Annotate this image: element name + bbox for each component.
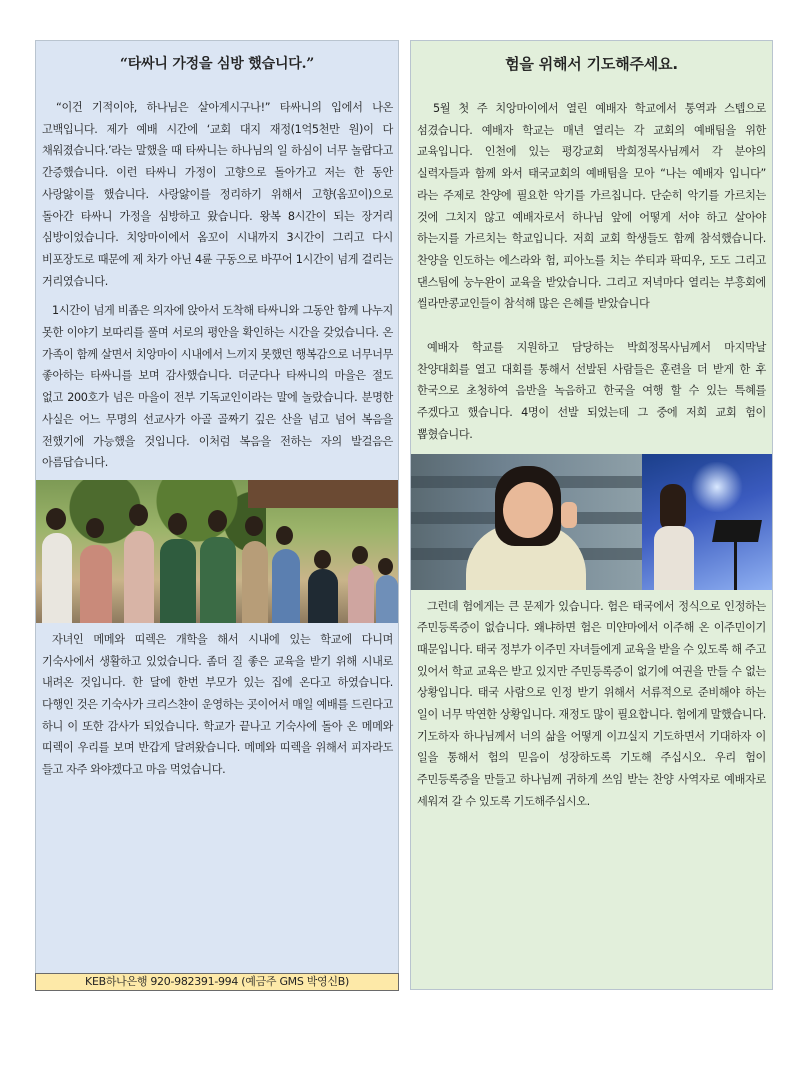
music-stand-pole — [734, 540, 737, 590]
girl-face — [503, 482, 553, 538]
bank-account-info: KEB하나은행 920-982391-994 (예금주 GMS 박영신B) — [35, 973, 399, 991]
person-figure — [376, 575, 398, 623]
peace-hand — [561, 502, 577, 528]
right-paragraph-1: 5월 첫 주 치앙마이에서 열린 예배자 학교에서 통역과 스텝으로 섬겼습니다. 예배자 학교는 매년 열리는 각 교회의 예배팀을 위한 교육입니다. 인천에 있는 평강교회 박희정목사님께서 각 분야의 실력자들과 함께 와서 태국교회의 예배팀을 모아 “나는 예배자 입니다” 라는 주제로 찬양에 필요한 악기를 가르칩니다. 단순히 악기를 가르치는 것에 그치지 않고 예배자로서 하나님 앞에 어떻게 서야 하고 살아야 하는지를 가르치는 학교입니다. 저희 교회 학생들도 함께 참석했습니다. 찬양을 인도하는 에스라와 험, 피아노를 치는 쑤티과 팍띠우, 도도 그리고 댄스팀에 눙누완이 교육을 받았습니다. 그리고 저녁마다 열리는 부흥회에 씰라만콩교인들이 참석해 많은 은혜를 받았습니다 — [417, 102, 766, 311]
person-head — [245, 516, 263, 536]
family-photo-row — [36, 480, 398, 623]
person-figure — [200, 537, 236, 623]
person-figure — [242, 541, 268, 623]
right-paragraph-2: 예배자 학교를 지원하고 담당하는 박희정목사님께서 마지막날 찬양대회를 열고 대회를 통해서 선발된 사람들은 훈련을 더 받게 한 후 한국으로 초청하여 음반을 녹음하고 한국을 여행 할 수 있는 특혜를 주겠다고 했습니다. 4명이 선발 되었는데 그 중에 저희 교회 험이 뽑혔습니다. — [417, 341, 766, 441]
right-article-title: 험을 위해서 기도해주세요. — [505, 55, 678, 73]
person-figure — [124, 531, 154, 623]
pavilion-roof — [248, 480, 398, 508]
person-figure — [348, 565, 374, 623]
person-head — [86, 518, 104, 538]
person-head — [378, 558, 393, 575]
left-column — [35, 40, 399, 990]
worship-photo-row — [411, 454, 772, 590]
left-article-title: “타싸니 가정을 심방 했습니다.” — [119, 56, 315, 72]
person-figure — [308, 569, 338, 623]
person-head — [352, 546, 368, 564]
left-paragraph-3: 자녀인 메메와 띠렉은 개학을 해서 시내에 있는 학교에 다니며 기숙사에서 생활하고 있었습니다. 좀더 질 좋은 교육을 받기 위해 시내로 내려온 것입니다. 한 달에 한번 부모가 있는 집에 온다고 하였습니다. 다행인 것은 기숙사가 크리스챤이 운영하는 곳이어서 매일 예배를 드린다고 하니 이 또한 감사가 되었습니다. 학교가 끝나고 기숙사에 돌아 온 메메와 띠렉이 우리를 보며 반갑게 달려왔습니다. 메메와 띠렉을 위해서 피자라도 들고 자주 와야겠다고 마음 먹었습니다. — [42, 632, 393, 777]
right-column — [410, 40, 773, 990]
left-paragraph-2: 1시간이 넘게 비좁은 의자에 앉아서 도착해 타싸니와 그동안 함께 나누지 못한 이야기 보따리를 풀며 서로의 평안을 확인하는 시간을 갖었습니다. 온 가족이 함께 살면서 치앙마이 시내에서 느끼지 못했던 행복감으로 너무너무 좋아하는 타싸니를 보며 감사했습니다. 더군다나 타싸니의 마을은 절도 없고 200호가 넘은 마을이 전부 기독교인이라는 말에 놀랐습니다. 분명한 사실은 어느 무명의 선교사가 아골 골짜기 깊은 산을 넘고 넘어 복음을 전했기에 가능했을 것입니다. 이처럼 복음을 전하는 자의 발걸음은 아름답습니다. — [42, 304, 393, 470]
person-head — [208, 510, 227, 532]
music-stand — [712, 520, 762, 542]
hum-smiling-photo — [411, 454, 642, 590]
family-visit-photo — [36, 480, 398, 623]
singer-hair — [660, 484, 686, 532]
person-figure — [42, 533, 72, 623]
stage-light — [682, 462, 752, 512]
left-paragraph-1: “이건 기적이야, 하나님은 살아계시구나!” 타싸니의 입에서 나온 고백입니다. 제가 예배 시간에 ‘교회 대지 재정(1억5천만 원)이 다 채워졌습니다.’라는 말했을 때 타싸니는 하나님의 일 하심이 너무 놀랍다고 간증했습니다. 이런 타싸니 가정이 고향으로 돌아가고 저는 한 동안 사랑앓이를 했습니다. 사랑앓이를 정리하기 위해서 고향(옴꼬이)으로 돌아간 타싸니 가정을 심방하고 왔습니다. 왕복 8시간이 되는 장거리 심방이었습니다. 치앙마이에서 옴꼬이 시내까지 3시간이 그리고 다시 비포장도로 때문에 제 차가 아닌 4륜 구동으로 바꾸어 1시간이 넘게 걸리는 거리였습니다. — [42, 101, 393, 288]
person-figure — [80, 545, 112, 623]
person-figure — [272, 549, 300, 623]
singer-body — [654, 526, 694, 590]
hum-singing-photo — [642, 454, 772, 590]
person-head — [276, 526, 293, 545]
person-head — [168, 513, 187, 535]
person-head — [46, 508, 66, 530]
person-head — [314, 550, 331, 569]
person-figure — [160, 539, 196, 623]
person-head — [129, 504, 148, 526]
right-paragraph-3: 그런데 험에게는 큰 문제가 있습니다. 험은 태국에서 정식으로 인정하는 주민등록증이 없습니다. 왜냐하면 험은 미얀마에서 이주해 온 이주민이기 때문입니다. 태국 정부가 이주민 자녀들에게 교육을 받을 수 있도록 해 주고 있어서 학교 교육은 받고 있지만 주민등록증이 없기에 여권을 만들 수 없는 상황입니다. 태국 사람으로 인정 받기 위해서 서류적으로 준비해야 하는 일이 너무 막연한 상황입니다. 재정도 많이 필요합니다. 험에게 말했습니다. 기도하자 하나님께서 너의 삶을 어떻게 이끄실지 기도하면서 기대하자 이 일을 통해서 험의 믿음이 성장하도록 기도해 주십시오. 우리 험이 주민등록증을 만들고 하나님께 귀하게 쓰임 받는 찬양 사역자로 예배자로 세워져 갈 수 있도록 기도해주십시오. — [417, 599, 766, 808]
